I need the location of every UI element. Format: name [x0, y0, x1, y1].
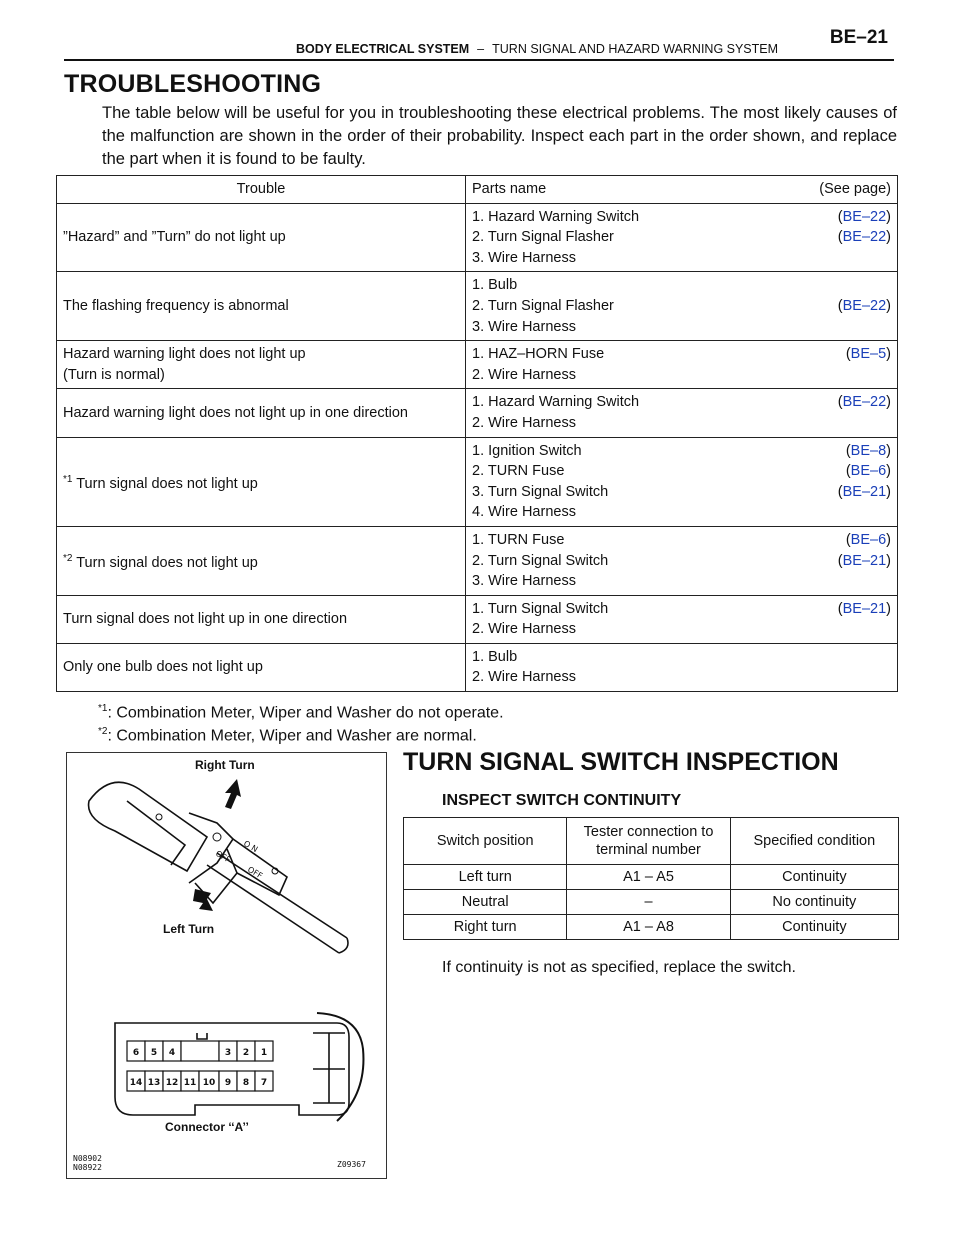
part-name: 4. Wire Harness	[472, 504, 576, 521]
footnote-mark: *1	[63, 473, 73, 485]
col-trouble-header: Trouble	[57, 176, 466, 204]
pin-label: 8	[242, 1078, 250, 1088]
footnote-text: : Combination Meter, Wiper and Washer are normal.	[107, 727, 477, 745]
trouble-text: Turn signal does not light up	[76, 475, 258, 492]
part-name: 1. Hazard Warning Switch	[472, 208, 640, 225]
connection-cell: A1 – A5	[567, 865, 730, 890]
position-cell: Right turn	[404, 915, 567, 940]
position-cell: Neutral	[404, 890, 567, 915]
footnote-mark: *2	[63, 552, 73, 564]
parts-cell: 1. TURN Fuse (BE–6) 2. Turn Signal Switch (BE–21) 3. Wire Harness	[466, 526, 898, 595]
pin-label: 13	[147, 1078, 161, 1088]
trouble-cell	[57, 437, 466, 526]
part-name: 3. Wire Harness	[472, 249, 576, 266]
col-tester-line: Tester connection to	[583, 824, 714, 840]
col-tester-line: terminal number	[596, 842, 701, 858]
part-name: 1. Bulb	[472, 648, 518, 665]
pin-label: 2	[242, 1048, 250, 1058]
header-rule	[64, 59, 894, 61]
pin-label: 11	[183, 1078, 197, 1088]
parts-cell: 1. Bulb 2. Turn Signal Flasher (BE–22) 3. Wire Harness	[466, 272, 898, 341]
part-name: 1. TURN Fuse	[472, 531, 565, 548]
trouble-line: (Turn is normal)	[63, 366, 165, 383]
table-row	[57, 643, 898, 691]
col-specified-condition: Specified condition	[730, 818, 898, 865]
svg-text:OFF: OFF	[246, 864, 264, 881]
figure-code: N08902	[73, 1154, 102, 1163]
table-row	[57, 437, 898, 526]
part-name: 1. Hazard Warning Switch	[472, 394, 640, 411]
inspection-subtitle: INSPECT SWITCH CONTINUITY	[442, 792, 682, 809]
connector-a	[115, 1013, 363, 1121]
part-name: 2. Wire Harness	[472, 414, 576, 431]
turn-signal-switch-illustration	[66, 752, 387, 1179]
page-ref-link[interactable]: BE–22	[842, 208, 887, 225]
header-separator: –	[477, 42, 485, 56]
trouble-text: Turn signal does not light up	[76, 554, 258, 571]
connector-label: Connector ‘‘A’’	[165, 1120, 249, 1134]
lever-ring	[233, 839, 287, 895]
switch-continuity-table	[403, 817, 899, 940]
parts-cell: 1. Hazard Warning Switch (BE–22) 2. Wire Harness	[466, 389, 898, 437]
part-name: 3. Wire Harness	[472, 318, 576, 335]
trouble-cell	[57, 341, 466, 389]
lever-collar	[189, 813, 233, 883]
figure-code: Z09367	[337, 1160, 366, 1169]
switch-diagram	[67, 753, 386, 1178]
part-name: 1. Bulb	[472, 277, 518, 294]
trouble-cell	[57, 526, 466, 595]
part-name: 2. Turn Signal Flasher	[472, 229, 614, 246]
footnote-mark: *2	[98, 726, 108, 737]
table-row	[57, 272, 898, 341]
inspection-note: If continuity is not as specified, replace the switch.	[442, 959, 796, 976]
troubleshooting-table	[56, 175, 898, 692]
left-turn-label: Left Turn	[163, 922, 215, 936]
pin-label: 12	[165, 1078, 179, 1088]
table-row	[57, 526, 898, 595]
table-row	[57, 203, 898, 272]
pin-label: 6	[132, 1048, 140, 1058]
section-name: BODY ELECTRICAL SYSTEM	[296, 42, 470, 56]
trouble-cell: Only one bulb does not light up	[57, 643, 466, 691]
table-row	[57, 341, 898, 389]
table-row	[404, 915, 899, 940]
condition-cell: Continuity	[730, 915, 898, 940]
troubleshooting-title: TROUBLESHOOTING	[64, 70, 322, 98]
footnote-text: : Combination Meter, Wiper and Washer do not operate.	[107, 704, 504, 722]
part-name: 3. Wire Harness	[472, 573, 576, 590]
connection-cell: –	[567, 890, 730, 915]
table-row	[57, 595, 898, 643]
parts-cell: 1. Turn Signal Switch (BE–21) 2. Wire Harness	[466, 595, 898, 643]
condition-cell: No continuity	[730, 890, 898, 915]
pin-label: 10	[202, 1078, 216, 1088]
up-arrow-icon	[225, 779, 241, 809]
connector-pins	[127, 1041, 273, 1091]
part-name: 2. Wire Harness	[472, 621, 576, 638]
part-name: 2. Turn Signal Flasher	[472, 297, 614, 314]
pin-label: 4	[168, 1048, 176, 1058]
table-row	[404, 890, 899, 915]
footnote-1	[98, 703, 504, 722]
table-row	[404, 865, 899, 890]
pin-label: 3	[224, 1048, 232, 1058]
pin-label: 14	[129, 1078, 143, 1088]
part-name: 1. Ignition Switch	[472, 442, 582, 459]
svg-text:O N: O N	[242, 838, 260, 855]
col-tester-connection	[567, 818, 730, 865]
page-ref-link[interactable]: BE–8	[850, 442, 887, 459]
page-ref-link[interactable]: BE–21	[842, 552, 887, 569]
pin-label: 5	[150, 1048, 158, 1058]
trouble-line: Hazard warning light does not light up	[63, 346, 306, 363]
part-name: 3. Turn Signal Switch	[472, 483, 609, 500]
connection-cell: A1 – A8	[567, 915, 730, 940]
lever-knob	[89, 782, 207, 871]
parts-cell: 1. HAZ–HORN Fuse (BE–5) 2. Wire Harness	[466, 341, 898, 389]
trouble-cell: Turn signal does not light up in one direction	[57, 595, 466, 643]
direction-arrows	[193, 779, 241, 911]
part-name: 1. Turn Signal Switch	[472, 600, 609, 617]
page-ref-link[interactable]: BE–22	[842, 229, 887, 246]
right-turn-label: Right Turn	[195, 758, 255, 772]
parts-cell: 1. Hazard Warning Switch (BE–22) 2. Turn Signal Flasher (BE–22) 3. Wire Harness	[466, 203, 898, 272]
pin-label: 9	[224, 1078, 232, 1088]
troubleshooting-intro: The table below will be useful for you in troubleshooting these electrical problems. The most likely causes of the malfunction are shown in the order of their probability. Inspect each part in the order shown, and replace the part when it is found to be faulty.	[102, 104, 897, 168]
figure-code: N08922	[73, 1163, 102, 1172]
col-parts-label: Parts name	[472, 181, 547, 197]
trouble-cell: The flashing frequency is abnormal	[57, 272, 466, 341]
trouble-cell: ”Hazard” and ”Turn” do not light up	[57, 203, 466, 272]
trouble-cell: Hazard warning light does not light up in one direction	[57, 389, 466, 437]
part-name: 2. Wire Harness	[472, 669, 576, 686]
footnote-2	[98, 726, 477, 745]
svg-text:OFF: OFF	[214, 848, 232, 865]
col-switch-position: Switch position	[404, 818, 567, 865]
table-header-row	[57, 176, 898, 204]
lever-shaft	[217, 853, 347, 938]
inspection-title: TURN SIGNAL SWITCH INSPECTION	[403, 748, 839, 776]
running-header	[296, 42, 778, 56]
part-name: 2. Turn Signal Switch	[472, 552, 609, 569]
page-ref-link[interactable]: BE–5	[850, 346, 887, 363]
col-parts-header	[466, 176, 898, 204]
part-name: 2. Wire Harness	[472, 366, 576, 383]
pin-label: 7	[260, 1078, 268, 1088]
page-ref-link[interactable]: BE–22	[842, 394, 887, 411]
parts-cell	[466, 643, 898, 691]
part-name: 2. TURN Fuse	[472, 463, 565, 480]
page-ref-link[interactable]: BE–6	[850, 531, 887, 548]
table-row	[57, 389, 898, 437]
position-cell: Left turn	[404, 865, 567, 890]
page-ref-link[interactable]: BE–21	[842, 600, 887, 617]
parts-cell: 1. Ignition Switch (BE–8) 2. TURN Fuse (BE–6) 3. Turn Signal Switch (BE–21) 4. Wire Harness	[466, 437, 898, 526]
page-number: BE–21	[829, 27, 888, 48]
page-ref-link[interactable]: BE–6	[850, 463, 887, 480]
subsection-name: TURN SIGNAL AND HAZARD WARNING SYSTEM	[492, 42, 779, 56]
pin-label: 1	[260, 1048, 268, 1058]
col-page-label: (See page)	[819, 181, 891, 197]
page-ref-link[interactable]: BE–21	[842, 483, 887, 500]
footnote-mark: *1	[98, 703, 108, 714]
page-ref-link[interactable]: BE–22	[842, 297, 887, 314]
condition-cell: Continuity	[730, 865, 898, 890]
part-name: 1. HAZ–HORN Fuse	[472, 346, 605, 363]
table-header-row	[404, 818, 899, 865]
